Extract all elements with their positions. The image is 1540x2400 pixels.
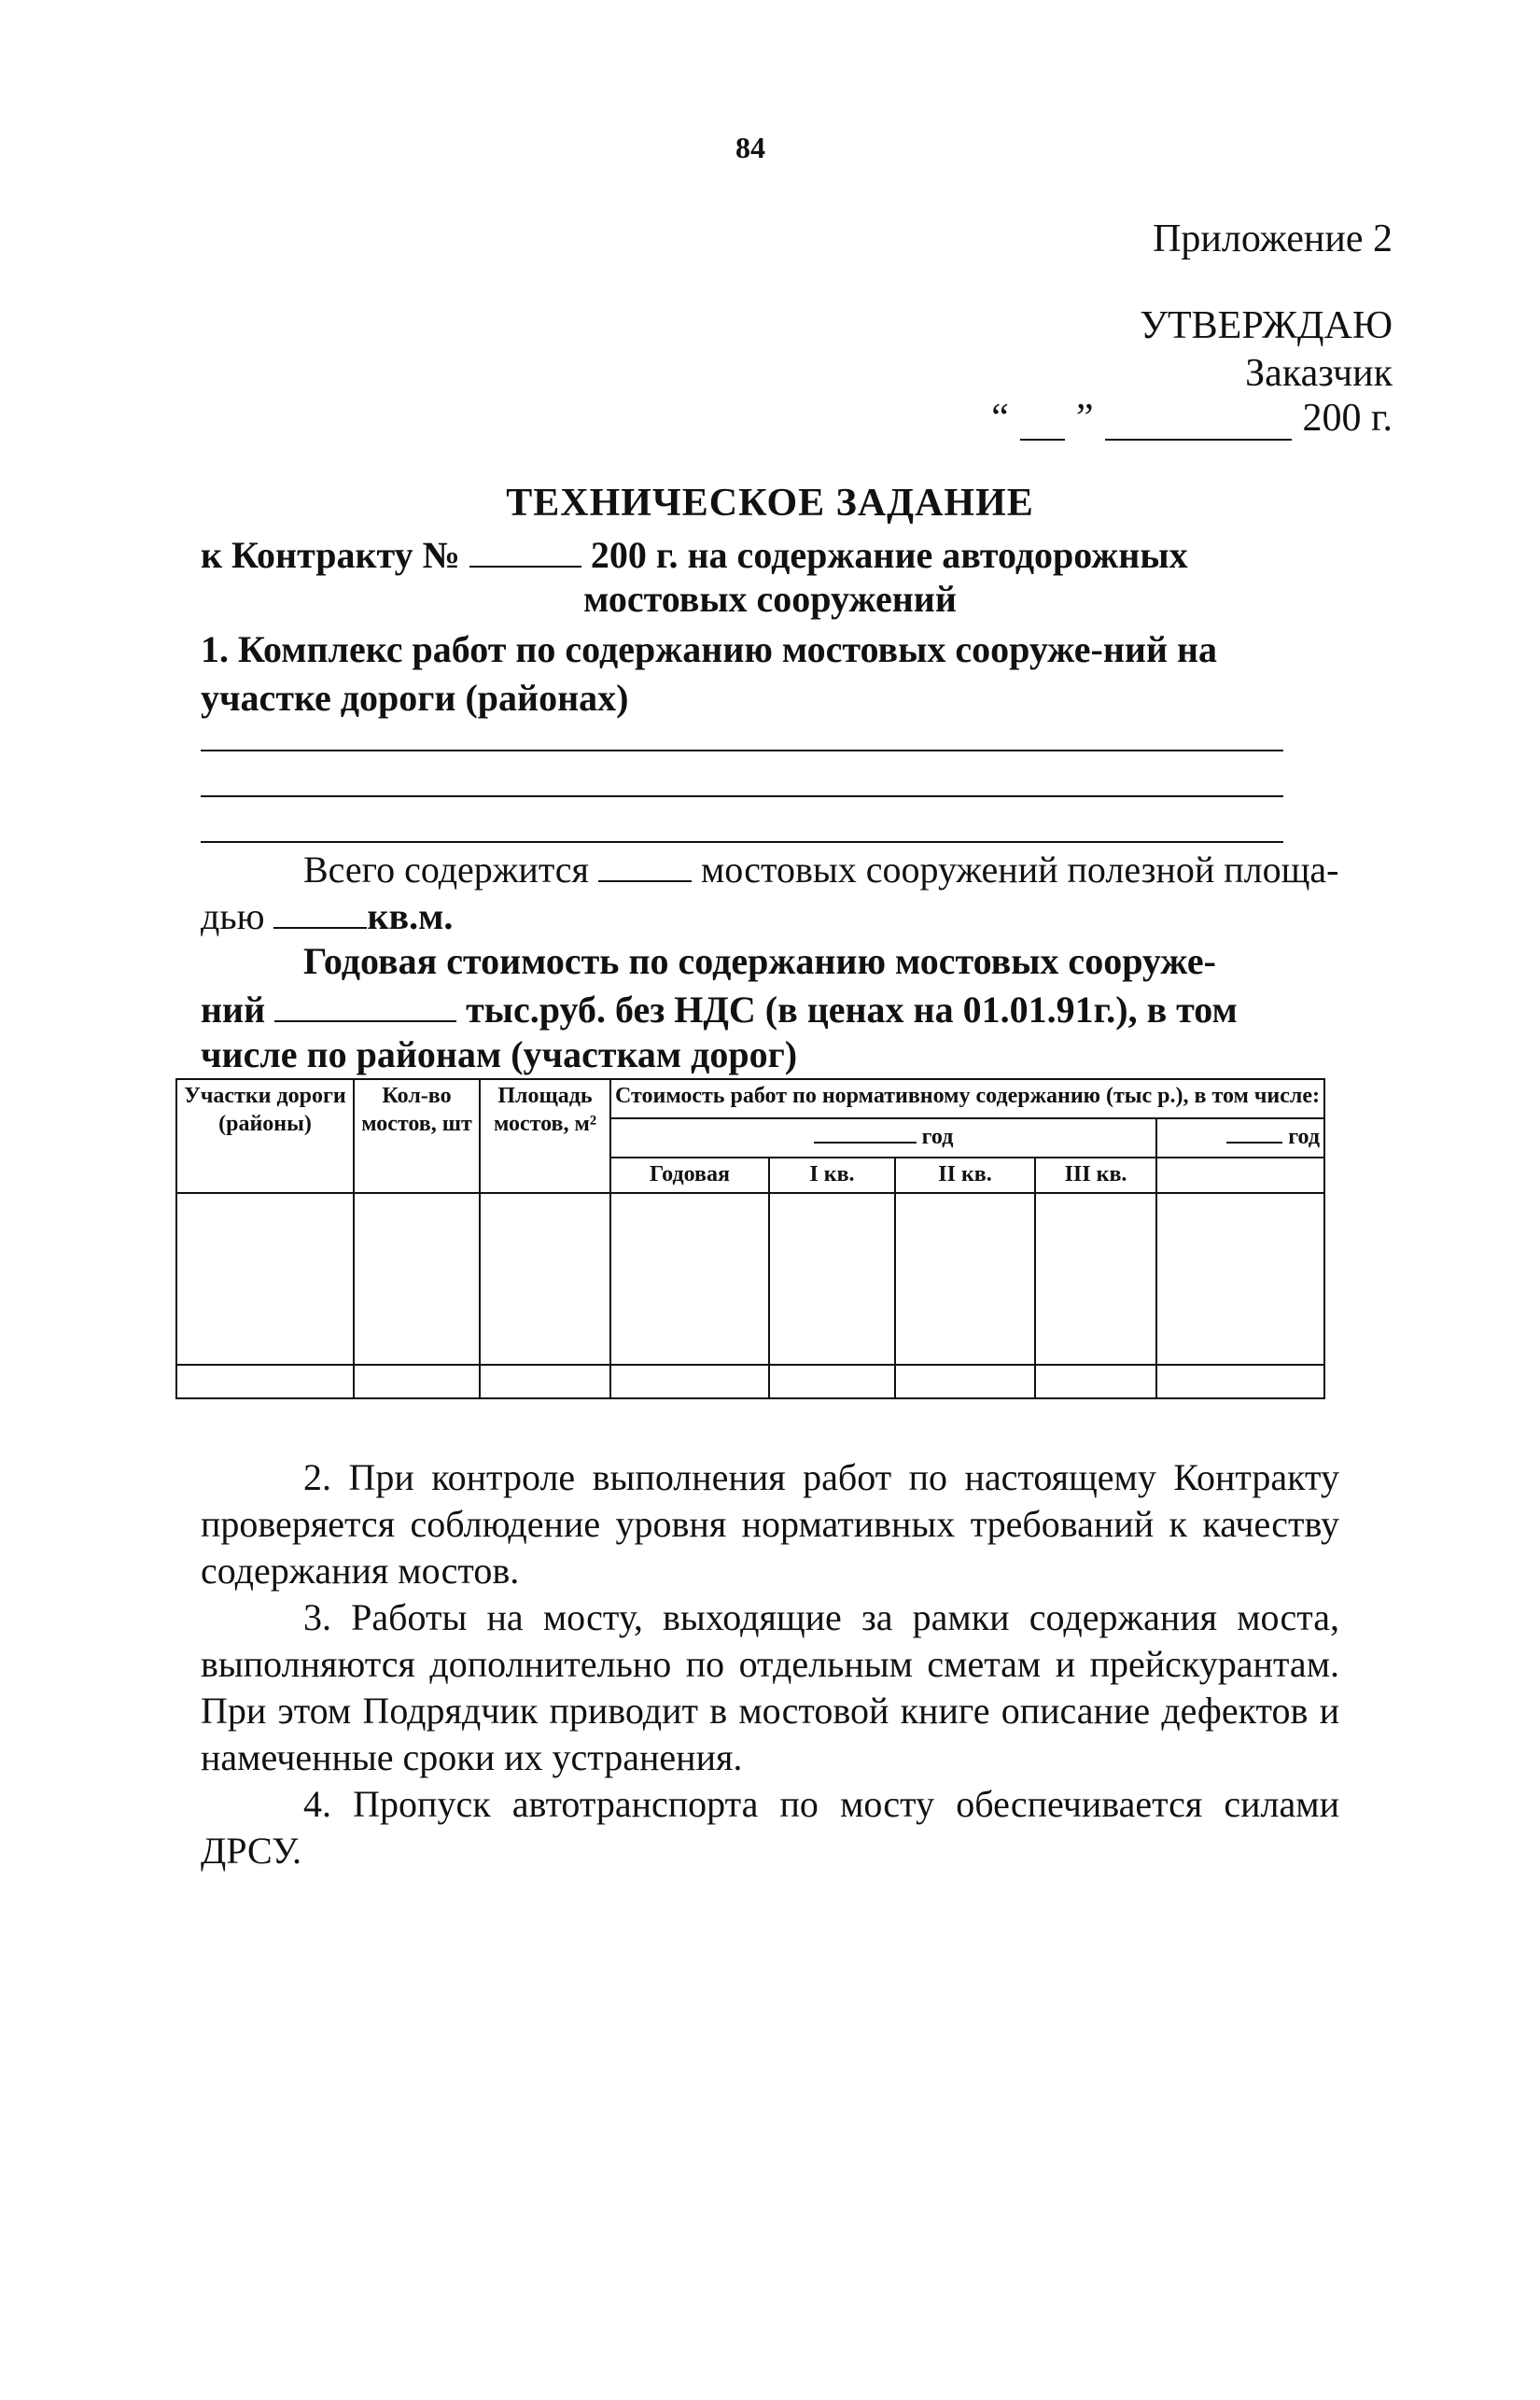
approval-date-line — [991, 396, 1393, 441]
year-header-2 — [1156, 1118, 1324, 1158]
total-bridges-line — [201, 845, 1391, 893]
sub-q3: III кв. — [1035, 1158, 1156, 1193]
annual-l2-prefix: ний — [201, 989, 266, 1031]
table-row — [176, 1365, 1324, 1398]
appendix-label: Приложение 2 — [1153, 218, 1393, 260]
subtitle-prefix: к Контракту № — [201, 534, 460, 576]
annual-cost-line-1 — [201, 938, 1391, 985]
quote-open: “ — [991, 397, 1009, 440]
sub-empty — [1156, 1158, 1324, 1193]
year-blank-2 — [1226, 1121, 1282, 1144]
item-2-text: 2. При контроле выполнения работ по настоящему Контракту проверяется соблюдение уровня нормативных требований к качеству содержания мостов. — [201, 1456, 1339, 1592]
header-cost: Стоимость работ по нормативному содержанию (тыс р.), в том числе: — [610, 1079, 1324, 1118]
header-sections: Участки дороги (районы) — [176, 1079, 354, 1193]
area-unit: кв.м. — [367, 895, 454, 937]
annual-line1: Годовая стоимость по содержанию мостовых сооруже- — [303, 940, 1216, 982]
annual-cost-line-2 — [201, 985, 1391, 1033]
approve-label: УТВЕРЖДАЮ — [1140, 304, 1393, 347]
contract-subtitle — [201, 530, 1321, 577]
sub-q1: I кв. — [769, 1158, 895, 1193]
page-number: 84 — [735, 131, 765, 164]
item-2 — [201, 1454, 1339, 1594]
annual-cost-line-3: числе по районам (участкам дорог) — [201, 1033, 798, 1075]
sub-q2: II кв. — [895, 1158, 1035, 1193]
year-header-1 — [610, 1118, 1156, 1158]
item-4 — [201, 1781, 1339, 1874]
contract-subtitle-line2: мостовых сооружений — [583, 578, 957, 620]
table-row — [176, 1193, 1324, 1365]
fill-line-2 — [201, 795, 1283, 797]
month-blank — [1105, 403, 1292, 441]
total-prefix: Всего содержится — [303, 849, 589, 891]
day-blank — [1020, 403, 1065, 441]
year-blank-1 — [814, 1121, 917, 1144]
item-3-text: 3. Работы на мосту, выходящие за рамки содержания моста, выполняются дополнительно по отдельным сметам и прейскурантам. При этом Подрядчик приводит в мостовой книге описание дефектов и намеченные сроки их устранения. — [201, 1596, 1339, 1778]
bridge-count-blank — [598, 845, 692, 882]
area-prefix: дью — [201, 895, 265, 937]
total-suffix: мостовых сооружений полезной площа- — [700, 849, 1339, 891]
header-area: Площадь мостов, м² — [480, 1079, 610, 1193]
area-line — [201, 891, 1391, 940]
contract-number-blank — [469, 530, 581, 568]
document-title: ТЕХНИЧЕСКОЕ ЗАДАНИЕ — [506, 482, 1034, 525]
subtitle-suffix: 200 г. на содержание автодорожных — [590, 534, 1188, 576]
sub-annual: Годовая — [610, 1158, 769, 1193]
fill-line-3 — [201, 841, 1283, 843]
item-4-text: 4. Пропуск автотранспорта по мосту обеспечивается силами ДРСУ. — [201, 1783, 1339, 1872]
customer-label: Заказчик — [1245, 352, 1393, 395]
year-label-1: год — [921, 1125, 954, 1149]
annual-cost-blank — [274, 985, 456, 1022]
approval-year: 200 г. — [1302, 397, 1393, 440]
item-3 — [201, 1594, 1339, 1781]
area-blank — [273, 891, 367, 929]
cost-table — [175, 1078, 1325, 1399]
header-count: Кол-во мостов, шт — [354, 1079, 480, 1193]
year-label-2: год — [1288, 1125, 1320, 1149]
quote-close: ” — [1075, 397, 1094, 440]
annual-l2-suffix: тыс.руб. без НДС (в ценах на 01.01.91г.), в том — [466, 989, 1238, 1031]
fill-line-1 — [201, 750, 1283, 751]
section-1-heading: 1. Комплекс работ по содержанию мостовых сооруже-ний на участке дороги (районах) — [201, 628, 1218, 719]
